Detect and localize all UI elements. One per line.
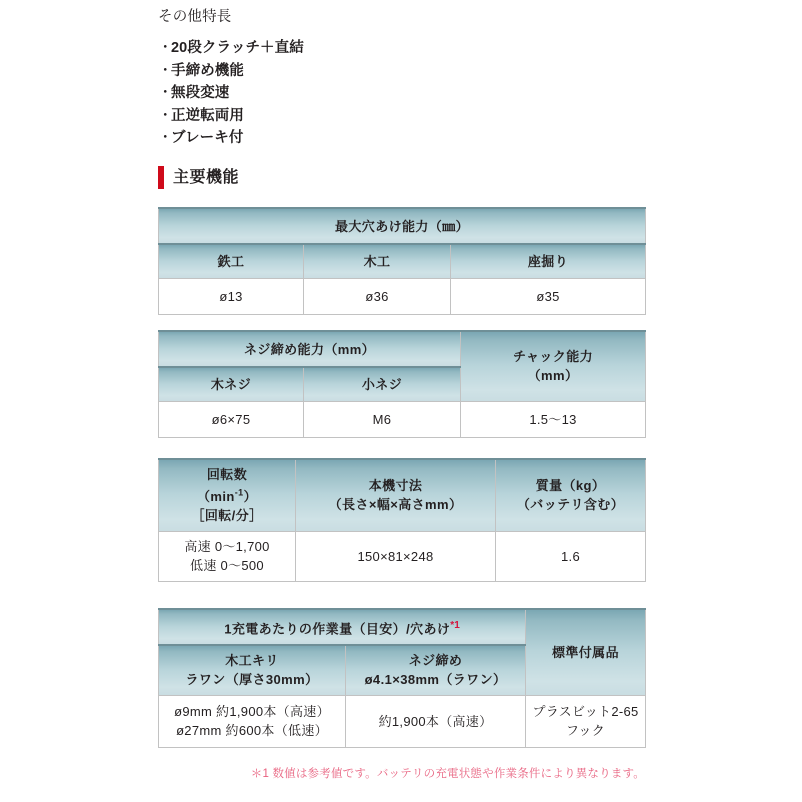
footnote-marker: *1 (450, 619, 460, 631)
value-tekkou: ø13 (159, 278, 304, 314)
machine-spec-table (158, 458, 646, 582)
weight-header (496, 459, 646, 531)
column-header-kineji: 木ネジ (159, 367, 304, 401)
value-mokkou: ø36 (304, 278, 451, 314)
value-dimensions: 150×81×248 (296, 531, 496, 581)
page-title: 主要機能 (173, 169, 240, 186)
rotation-speed-header (159, 459, 296, 531)
accessory-item-1: プラスビット2-65 (532, 704, 639, 719)
list-item-label: 正逆転両用 (171, 107, 244, 124)
screwdriving-line2: ø4.1×38mm（ラワン） (364, 672, 507, 688)
wood-drill-line2: ラワン（厚さ30mm） (185, 672, 319, 688)
value-koneji: M6 (304, 401, 461, 437)
bullet-glyph: ・ (158, 40, 173, 56)
rotation-unit-exponent: -1 (234, 488, 244, 499)
dimensions-header-line2: （長さ×幅×高さmm） (328, 497, 463, 513)
table-row (159, 208, 646, 244)
other-features-title: その他特長 (158, 9, 232, 25)
work-volume-group-header (159, 609, 526, 645)
chuck-header-line2: （mm） (527, 368, 579, 384)
list-item (158, 82, 658, 105)
rotation-header-line1: 回転数 (206, 467, 248, 483)
work-volume-group-label: 1充電あたりの作業量（目安）/穴あけ (224, 621, 451, 637)
footnote-text: ＊1 数値は参考値です。バッテリの充電状態や作業条件により異なります。 (250, 768, 645, 780)
list-item-label: 無段変速 (171, 85, 230, 101)
rotation-unit-post: ） (243, 489, 257, 505)
value-rotation-speed (159, 531, 296, 581)
column-header-tekkou: 鉄工 (159, 244, 304, 278)
value-screwdriving: 約1,900本（高速） (346, 695, 526, 747)
list-item-label: 20段クラッチ＋直結 (171, 40, 304, 56)
list-item (158, 127, 658, 150)
dimensions-header (296, 459, 496, 531)
table-row (159, 531, 646, 581)
other-features-block (158, 6, 658, 150)
table-row (159, 278, 646, 314)
table-row (159, 244, 646, 278)
rotation-header-line3: ［回転/分］ (191, 508, 263, 524)
list-item-label: 手締め機能 (171, 62, 244, 79)
column-header-koneji: 小ネジ (304, 367, 461, 401)
bullet-glyph: ・ (158, 130, 173, 146)
main-functions-heading (158, 166, 239, 189)
weight-header-line2: （バッテリ含む） (516, 497, 625, 513)
table-row (159, 459, 646, 531)
table-row (159, 331, 646, 367)
value-accessories (526, 695, 646, 747)
wood-drill-line1: 木工キリ (225, 653, 279, 669)
weight-header-line1: 質量（kg） (535, 478, 606, 494)
column-header-zabori: 座掘り (451, 244, 646, 278)
list-item (158, 37, 658, 60)
rotation-high: 高速 0〜1,700 (184, 539, 270, 554)
wood-drill-value-line1: ø9mm 約1,900本（高速） (174, 704, 330, 719)
bullet-glyph: ・ (158, 62, 173, 79)
column-header-wood-drill (159, 645, 346, 695)
value-zabori: ø35 (451, 278, 646, 314)
drilling-group-header: 最大穴あけ能力（㎜） (159, 208, 646, 244)
other-features-list (158, 37, 658, 150)
rotation-unit-pre: （min (197, 489, 235, 505)
list-item (158, 105, 658, 128)
bullet-glyph: ・ (158, 107, 173, 124)
value-kineji: ø6×75 (159, 401, 304, 437)
table-row (159, 401, 646, 437)
chuck-capacity-header (461, 331, 646, 401)
chuck-header-line1: チャック能力 (512, 349, 593, 365)
column-header-mokkou: 木工 (304, 244, 451, 278)
list-item (158, 60, 658, 83)
drilling-capacity-table (158, 207, 646, 315)
rotation-low: 低速 0〜500 (190, 558, 264, 573)
accessory-item-2: フック (566, 723, 605, 738)
value-chuck: 1.5〜13 (461, 401, 646, 437)
list-item-label: ブレーキ付 (171, 130, 244, 146)
screwdriving-group-header: ネジ締め能力（mm） (159, 331, 461, 367)
heading-accent-bar (158, 166, 164, 189)
table-row (159, 609, 646, 645)
work-volume-table (158, 608, 646, 748)
screwdriving-capacity-table (158, 330, 646, 438)
dimensions-header-line1: 本機寸法 (368, 478, 423, 494)
wood-drill-value-line2: ø27mm 約600本（低速） (176, 723, 328, 738)
rotation-header-line2 (197, 489, 257, 504)
value-wood-drill (159, 695, 346, 747)
bullet-glyph: ・ (158, 85, 173, 101)
table-row (159, 695, 646, 747)
accessories-header: 標準付属品 (526, 609, 646, 695)
screwdriving-line1: ネジ締め (408, 653, 463, 669)
value-weight: 1.6 (496, 531, 646, 581)
column-header-screwdriving (346, 645, 526, 695)
